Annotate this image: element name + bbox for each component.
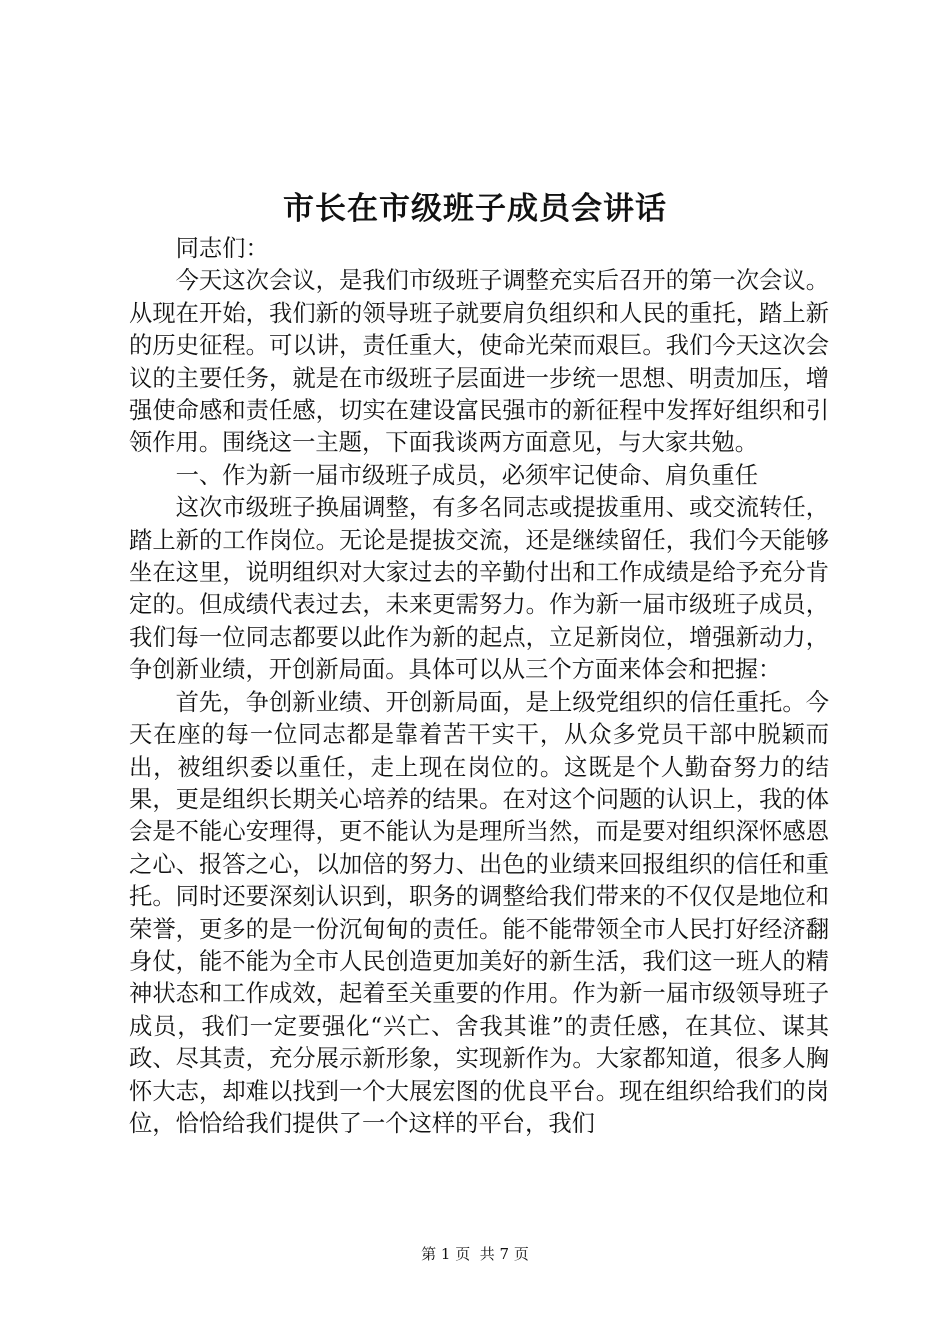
- document-body: [129, 233, 829, 1140]
- document-title: 市长在市级班子成员会讲话: [283, 191, 667, 227]
- page-footer: [0, 1244, 950, 1264]
- section-heading-1: 一、作为新一届市级班子成员，必须牢记使命、肩负重任: [175, 461, 759, 489]
- page-number: 第 1 页 共 7 页: [421, 1245, 529, 1263]
- paragraph-section-1: 这次市级班子换届调整，有多名同志或提拔重用、或交流转任，踏上新的工作岗位。无论是提拔交流，还是继续留任，我们今天能够坐在这里，说明组织对大家过去的辛勤付出和工作成绩是给予充分肯定的。但成绩代表过去，未来更需努力。作为新一届市级班子成员，我们每一位同志都要以此作为新的起点，立足新岗位，增强新动力，争创新业绩，开创新局面。具体可以从三个方面来体会和把握：: [129, 494, 829, 684]
- paragraph-first-point: 首先，争创新业绩、开创新局面，是上级党组织的信任重托。今天在座的每一位同志都是靠着苦干实干，从众多党员干部中脱颖而出，被组织委以重任，走上现在岗位的。这既是个人勤奋努力的结果，更是组织长期关心培养的结果。在对这个问题的认识上，我的体会是不能心安理得，更不能认为是理所当然，而是要对组织深怀感恩之心、报答之心，以加倍的努力、出色的业绩来回报组织的信任和重托。同时还要深刻认识到，职务的调整给我们带来的不仅仅是地位和荣誉，更多的是一份沉甸甸的责任。能不能带领全市人民打好经济翻身仗，能不能为全市人民创造更加美好的新生活，我们这一班人的精神状态和工作成效，起着至关重要的作用。作为新一届市级领导班子成员，我们一定要强化“兴亡、舍我其谁”的责任感，在其位、谋其政、尽其责，充分展示新形象，实现新作为。大家都知道，很多人胸怀大志，却难以找到一个大展宏图的优良平台。现在组织给我们的岗位，恰恰给我们提供了一个这样的平台，我们: [129, 688, 829, 1137]
- paragraph-intro: 今天这次会议，是我们市级班子调整充实后召开的第一次会议。从现在开始，我们新的领导班子就要肩负组织和人民的重托，踏上新的历史征程。可以讲，责任重大，使命光荣而艰巨。我们今天这次会议的主要任务，就是在市级班子层面进一步统一思想、明责加压，增强使命感和责任感，切实在建设富民强市的新征程中发挥好组织和引领作用。围绕这一主题，下面我谈两方面意见，与大家共勉。: [129, 267, 829, 457]
- paragraph-salutation: 同志们：: [175, 235, 269, 262]
